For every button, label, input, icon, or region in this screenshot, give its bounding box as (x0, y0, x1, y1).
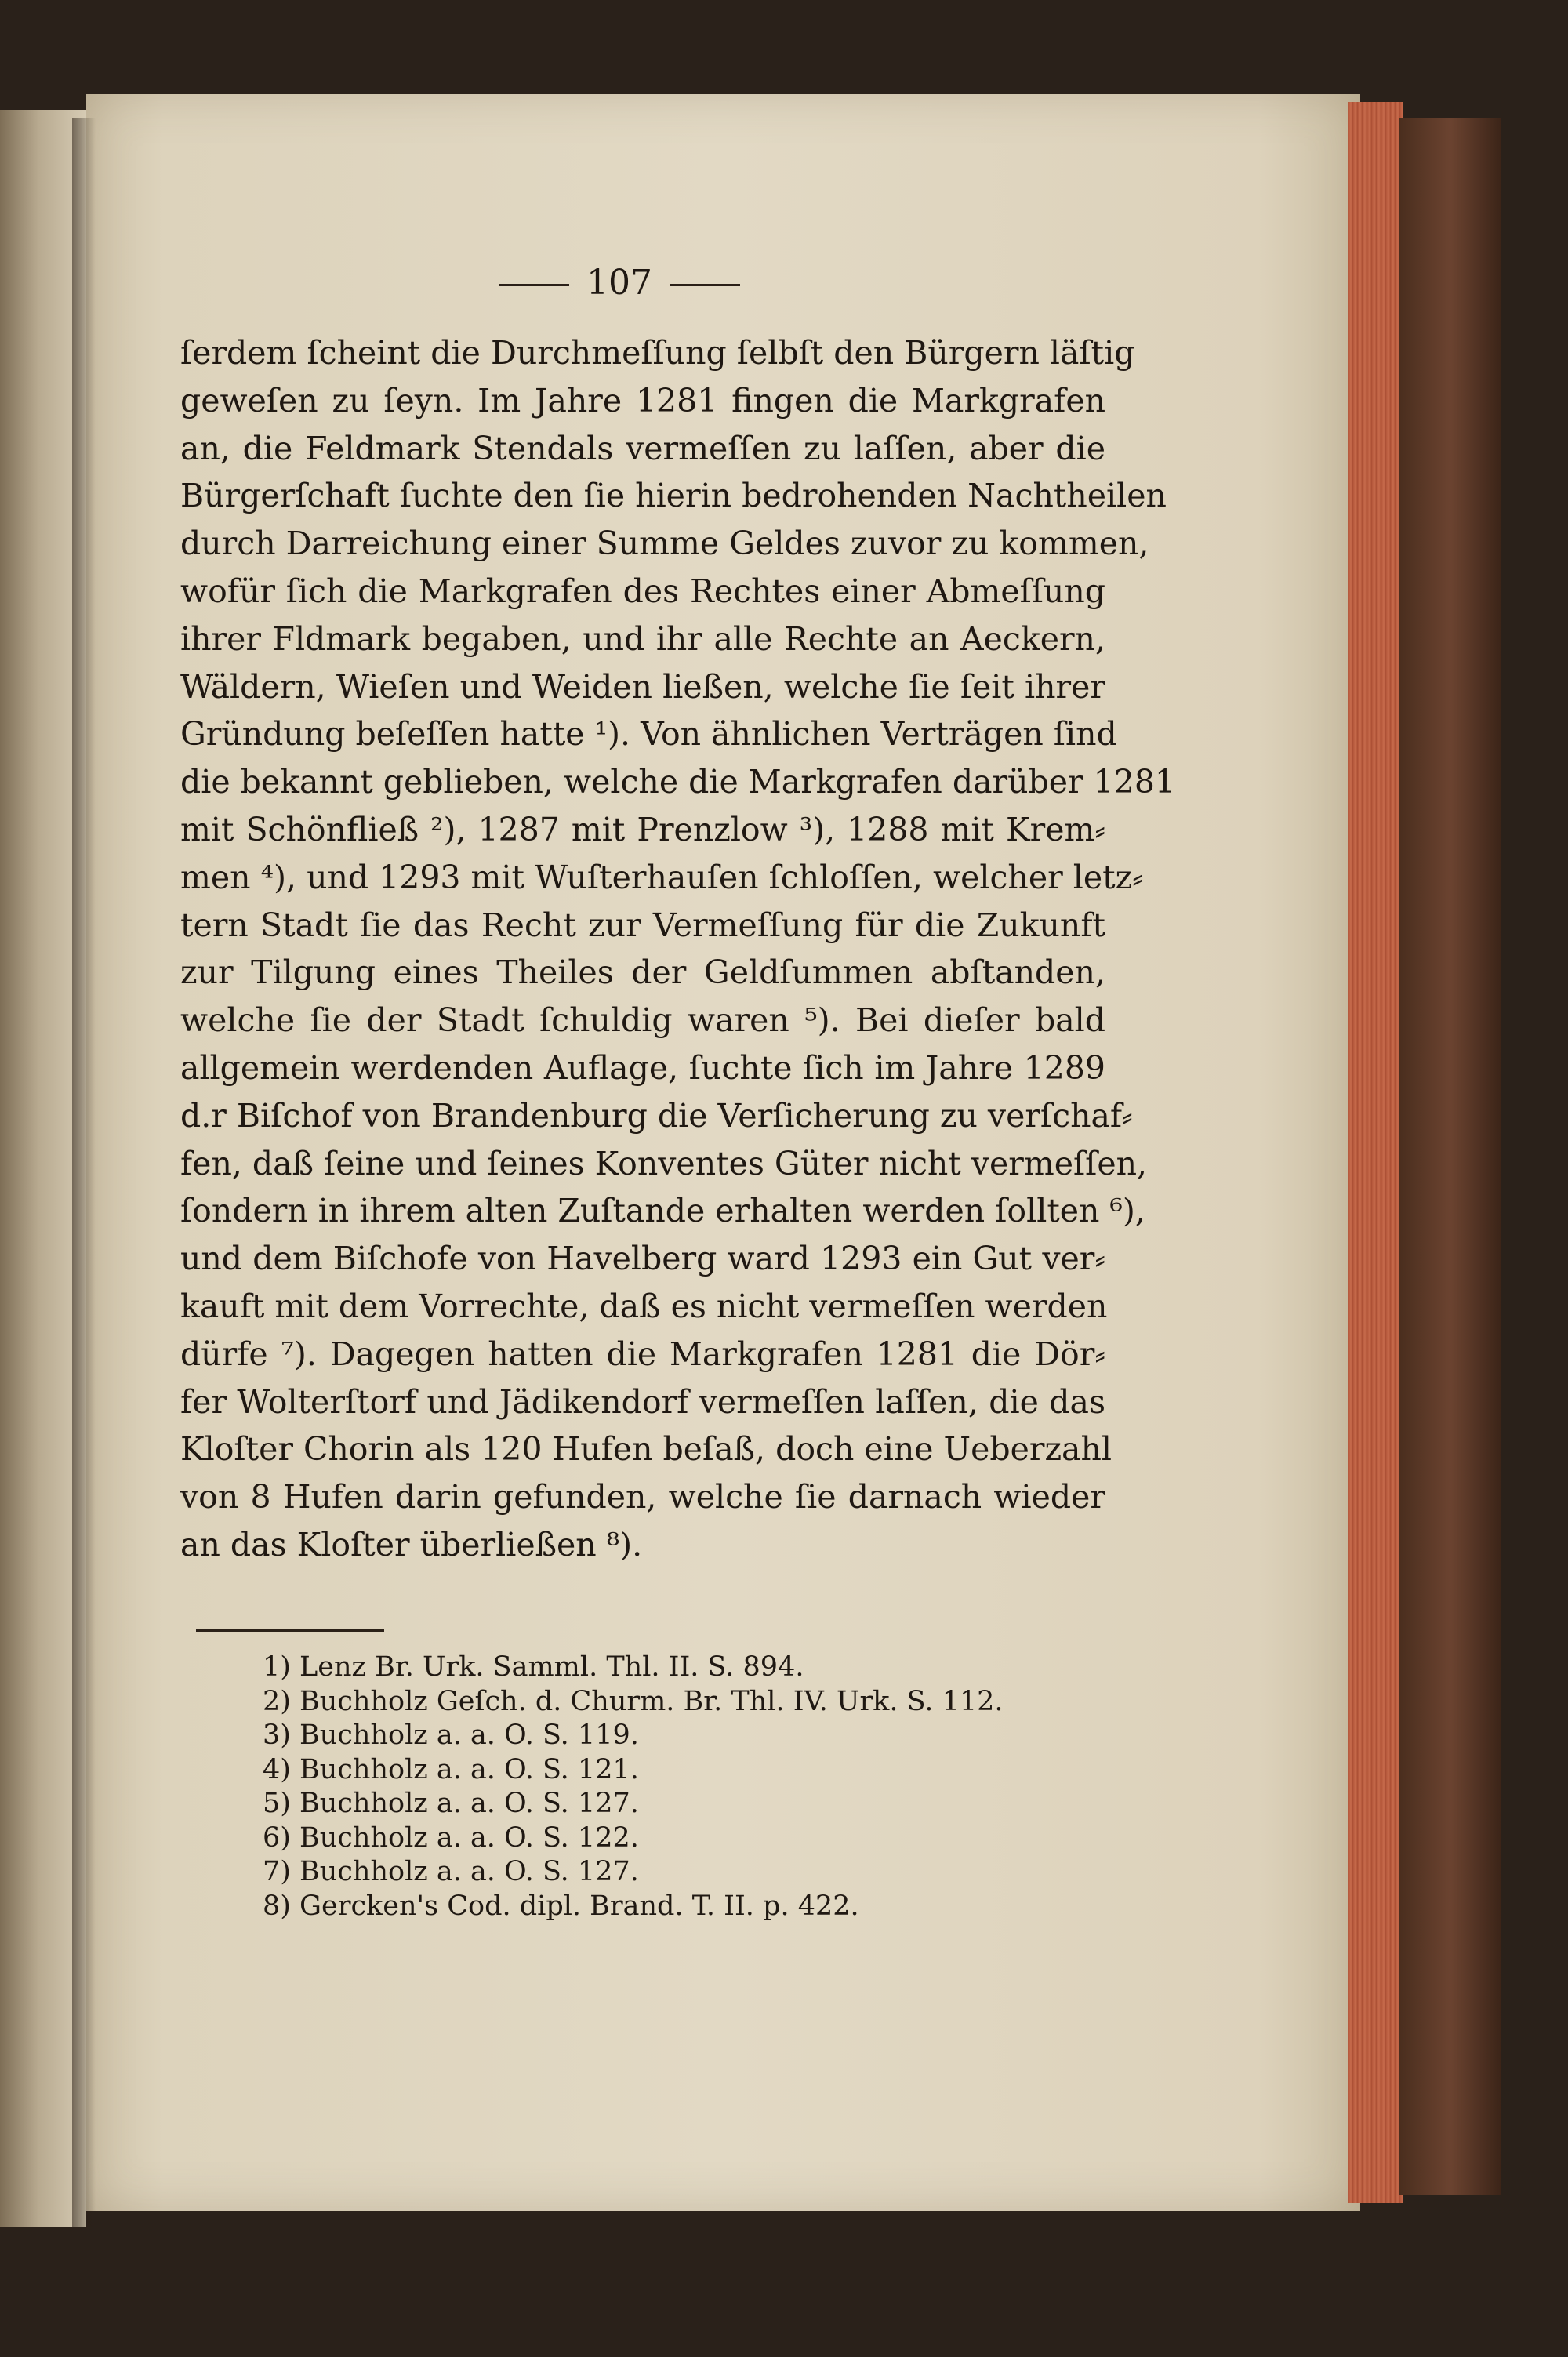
text-line: geweſen zu ſeyn. Im Jahre 1281 fingen die Markgrafen (180, 381, 1105, 419)
text-line: Gründung beſeſſen hatte ¹). Von ähnlichen Verträgen ſind (180, 715, 1117, 754)
text-line: mit Schönfließ ²), 1287 mit Prenzlow ³), 1288 mit Krem⸗ (180, 810, 1105, 848)
text-line: von 8 Hufen darin gefunden, welche ſie darnach wieder (180, 1478, 1105, 1516)
footnote-rule (196, 1629, 384, 1632)
page-number-header (470, 263, 768, 303)
text-line: wofür ſich die Markgrafen des Rechtes einer Abmeſſung (180, 572, 1105, 610)
text-line: und dem Biſchofe von Havelberg ward 1293 ein Gut ver⸗ (180, 1240, 1105, 1278)
text-line: ihrer Fldmark begaben, und ihr alle Rechte an Aeckern, (180, 619, 1105, 658)
text-line: fen, daß ſeine und ſeines Konventes Güter nicht vermeſſen, (180, 1144, 1148, 1182)
text-line: Kloſter Chorin als 120 Hufen beſaß, doch eine Ueberzahl (180, 1430, 1112, 1469)
text-line: fer Wolterſtorf und Jädikendorf vermeſſen laſſen, die das (180, 1382, 1105, 1421)
header-dash-right (670, 284, 740, 286)
page-number: 107 (586, 263, 652, 303)
text-line: ſerdem ſcheint die Durchmeſſung ſelbſt den Bürgern läſtig (180, 334, 1135, 372)
text-line: an das Kloſter überließen ⁸). (180, 1525, 643, 1563)
footnote: 6) Buchholz a. a. O. S. 122. (263, 1821, 639, 1854)
body-text (180, 329, 1175, 1569)
footnote: 4) Buchholz a. a. O. S. 121. (263, 1753, 639, 1785)
book-cover (1399, 118, 1501, 2195)
text-line: kauft mit dem Vorrechte, daß es nicht vermeſſen werden (180, 1287, 1108, 1325)
text-line: men ⁴), und 1293 mit Wuſterhauſen ſchloſſen, welcher letz⸗ (180, 858, 1143, 896)
text-line: Bürgerſchaft ſuchte den ſie hierin bedrohenden Nachtheilen (180, 477, 1167, 515)
footnotes (263, 1651, 1164, 1923)
footnote: 3) Buchholz a. a. O. S. 119. (263, 1720, 639, 1751)
text-line: an, die Feldmark Stendals vermeſſen zu laſſen, aber die (180, 429, 1105, 467)
text-line: durch Darreichung einer Summe Geldes zuvor zu kommen, (180, 525, 1149, 563)
text-line: tern Stadt ſie das Recht zur Vermeſſung für die Zukunft (180, 906, 1105, 944)
footnote: 7) Buchholz a. a. O. S. 127. (263, 1856, 639, 1887)
footnote: 1) Lenz Br. Urk. Samml. Thl. II. S. 894. (263, 1651, 804, 1683)
footnote: 2) Buchholz Geſch. d. Churm. Br. Thl. IV. Urk. S. 112. (263, 1685, 1004, 1717)
text-line: d.r Biſchof von Brandenburg die Verſicherung zu verſchaf⸗ (180, 1096, 1133, 1135)
spine-shadow (72, 118, 96, 2227)
page-edges (1348, 102, 1403, 2203)
text-line: dürfe ⁷). Dagegen hatten die Markgrafen 1281 die Dör⸗ (180, 1335, 1105, 1373)
text-line: welche ſie der Stadt ſchuldig waren ⁵). Bei dieſer bald (180, 1001, 1105, 1040)
header-dash-left (499, 284, 569, 286)
text-line: die bekannt geblieben, welche die Markgrafen darüber 1281 (180, 763, 1175, 801)
footnote: 5) Buchholz a. a. O. S. 127. (263, 1788, 639, 1819)
text-line: ſondern in ihrem alten Zuſtande erhalten werden ſollten ⁶), (180, 1192, 1145, 1230)
text-line: Wäldern, Wieſen und Weiden ließen, welche ſie ſeit ihrer (180, 667, 1105, 706)
text-line: allgemein werdenden Auflage, ſuchte ſich im Jahre 1289 (180, 1048, 1105, 1087)
footnote: 8) Gercken's Cod. dipl. Brand. T. II. p. 422. (263, 1890, 859, 1922)
text-line: zur Tilgung eines Theiles der Geldſummen abſtanden, (180, 953, 1105, 992)
